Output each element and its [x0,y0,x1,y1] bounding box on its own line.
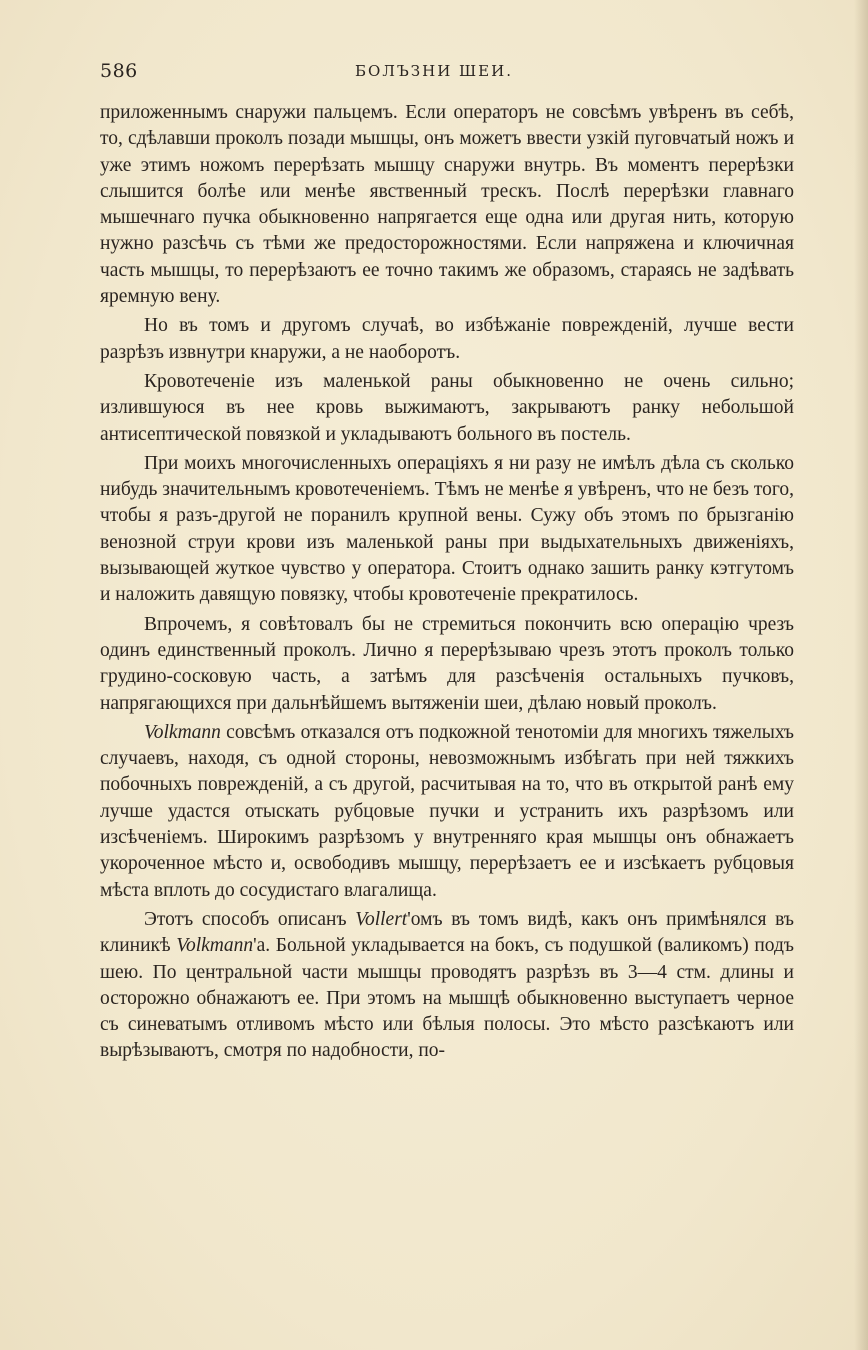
author-name-vollert: Vollert [355,908,408,930]
paragraph-1 [100,100,794,310]
paragraph-7-text-b: 'омъ въ томъ видѣ, какъ онъ примѣнялся въ клиникѣ [100,908,794,957]
author-name-volkmann: Volkmann [144,721,221,743]
paragraph-2 [100,313,794,366]
running-head: БОЛЪЗНИ ШЕИ. [355,62,513,80]
paragraph-6 [100,720,794,904]
paragraph-7-text-c: 'а. Больной укладывается на бокъ, съ подушкой (валикомъ) подъ шею. По центральной части мышцы проводятъ разрѣзъ въ 3—4 стм. длины и осторожно обнажаютъ ее. При этомъ на мышцѣ обыкновенно выступаетъ черное съ синеватымъ отливомъ мѣсто или бѣлыя полосы. Это мѣсто разсѣкаютъ или вырѣзываютъ, смотря по надобности, по- [100,935,794,1062]
paragraph-7-text-a: Этотъ способъ описанъ [144,908,356,930]
page-number: 586 [100,60,138,82]
paragraph-2-text: Но въ томъ и другомъ случаѣ, во избѣжаніе поврежденій, лучше вести разрѣзъ извнутри кнаружи, а не наоборотъ. [100,315,794,363]
paragraph-5-text: Впрочемъ, я совѣтовалъ бы не стремиться покончить всю операцію чрезъ одинъ единственный проколъ. Лично я перерѣзываю чрезъ этотъ проколъ только грудино-сосковую часть, а затѣмъ для разсѣченія остальныхъ пучковъ, напрягающихся при дальнѣйшемъ вытяженіи шеи, дѣлаю новый проколъ. [100,613,794,714]
author-name-volkmann-2: Volkmann [176,935,254,957]
paragraph-6-text: совсѣмъ отказался отъ подкожной тенотоміи для многихъ тяжелыхъ случаевъ, находя, съ одной стороны, невозможнымъ избѣгать при ней тяжкихъ побочныхъ поврежденій, а съ другой, расчитывая на то, что въ открытой ранѣ ему лучше удастся отыскать рубцовые пучки и устранить ихъ разрѣзомъ или изсѣченіемъ. Широкимъ разрѣзомъ у внутренняго края мышцы онъ обнажаетъ укороченное мѣсто и, освободивъ мышцу, перерѣзаетъ ее и изсѣкаетъ рубцовыя мѣста вплоть до сосудистаго влагалища. [100,721,794,901]
paragraph-7 [100,907,794,1065]
paragraph-1-text: приложеннымъ снаружи пальцемъ. Если операторъ не совсѣмъ увѣренъ въ себѣ, то, сдѣлавши проколъ позади мышцы, онъ можетъ ввести узкій пуговчатый ножъ и уже этимъ ножомъ перерѣзать мышцу снаружи внутрь. Въ моментъ перерѣзки слышится болѣе или менѣе явственный трескъ. Послѣ перерѣзки главнаго мышечнаго пучка обыкновенно напрягается еще одна или другая нить, которую нужно разсѣчь съ тѣми же предосторожностями. Если напряжена и ключичная часть мышцы, то перерѣзаютъ ее точно такимъ же образомъ, стараясь не задѣвать яремную вену. [100,102,794,308]
paragraph-4 [100,451,794,609]
paragraph-3 [100,369,794,448]
paragraph-3-text: Кровотеченіе изъ маленькой раны обыкновенно не очень сильно; излившуюся въ нее кровь выжимаютъ, закрываютъ ранку небольшой антисептической повязкой и укладываютъ больного въ постель. [100,370,794,445]
paragraph-4-text: При моихъ многочисленныхъ операціяхъ я ни разу не имѣлъ дѣла съ сколько нибудь значительнымъ кровотеченіемъ. Тѣмъ не менѣе я увѣренъ, что не безъ того, чтобы я разъ-другой не поранилъ крупной вены. Сужу объ этомъ по брызганію венозной струи крови изъ маленькой раны при выдыхательныхъ движеніяхъ, вызывающей жуткое чувство у оператора. Стоитъ однако зашить ранку кэтгутомъ и наложить давящую повязку, чтобы кровотеченіе прекратилось. [100,452,794,606]
page-edge-shadow [854,0,868,1350]
paragraph-5 [100,612,794,717]
body-text [100,100,794,1065]
